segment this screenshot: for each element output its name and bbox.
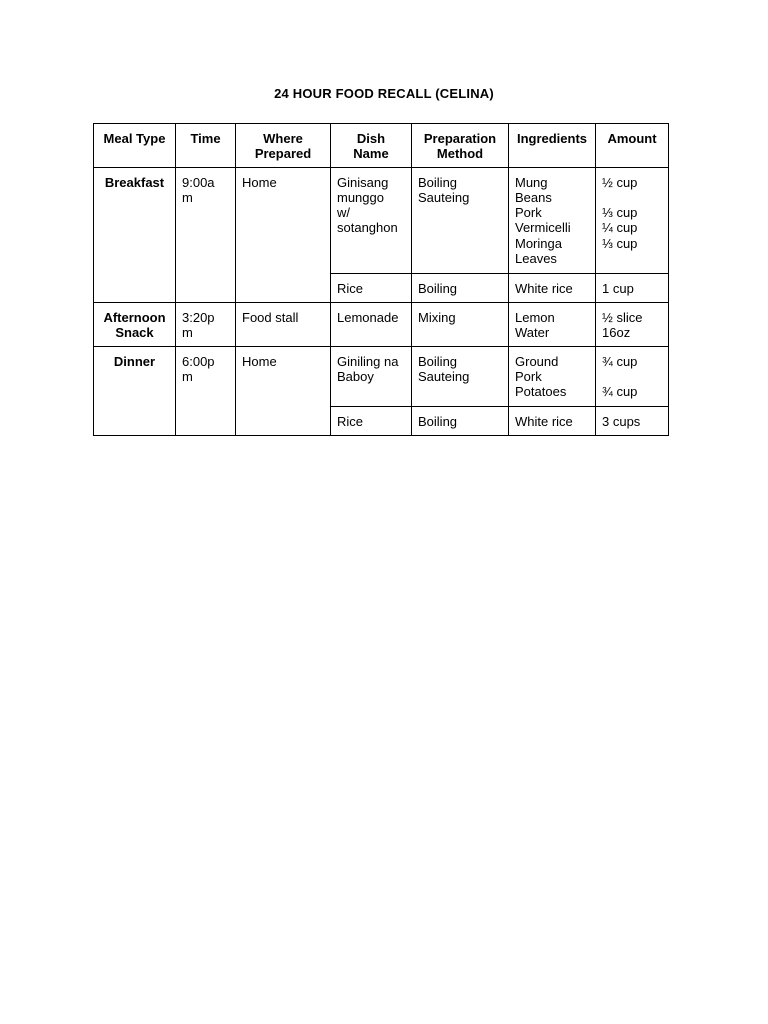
header-preparation-method: Preparation Method xyxy=(412,124,509,168)
amount-cell: ¾ cup ¾ cup xyxy=(596,346,669,406)
header-time: Time xyxy=(176,124,236,168)
dish-name-cell: Giniling na Baboy xyxy=(331,346,412,406)
header-dish-name: Dish Name xyxy=(331,124,412,168)
ingredients-cell: White rice xyxy=(509,273,596,302)
header-amount: Amount xyxy=(596,124,669,168)
time-cell: 6:00p m xyxy=(176,346,236,435)
meal-type-cell: Breakfast xyxy=(94,167,176,302)
preparation-method-cell: Boiling xyxy=(412,273,509,302)
amount-cell: 1 cup xyxy=(596,273,669,302)
dish-name-cell: Rice xyxy=(331,406,412,435)
preparation-method-cell: Boiling Sauteing xyxy=(412,346,509,406)
header-meal-type: Meal Type xyxy=(94,124,176,168)
where-prepared-cell: Home xyxy=(236,346,331,435)
table-row xyxy=(94,167,669,273)
table-row xyxy=(94,302,669,346)
time-cell: 3:20p m xyxy=(176,302,236,346)
time-cell: 9:00a m xyxy=(176,167,236,302)
dish-name-cell: Lemonade xyxy=(331,302,412,346)
preparation-method-cell: Mixing xyxy=(412,302,509,346)
where-prepared-cell: Home xyxy=(236,167,331,302)
ingredients-cell: Ground Pork Potatoes xyxy=(509,346,596,406)
preparation-method-cell: Boiling Sauteing xyxy=(412,167,509,273)
amount-cell: ½ cup ⅓ cup ¼ cup ⅓ cup xyxy=(596,167,669,273)
table-header-row xyxy=(94,124,669,168)
preparation-method-cell: Boiling xyxy=(412,406,509,435)
amount-cell: 3 cups xyxy=(596,406,669,435)
dish-name-cell: Ginisang munggo w/ sotanghon xyxy=(331,167,412,273)
meal-type-cell: Dinner xyxy=(94,346,176,435)
ingredients-cell: Lemon Water xyxy=(509,302,596,346)
table-row xyxy=(94,346,669,406)
ingredients-cell: Mung Beans Pork Vermicelli Moringa Leaves xyxy=(509,167,596,273)
dish-name-cell: Rice xyxy=(331,273,412,302)
where-prepared-cell: Food stall xyxy=(236,302,331,346)
header-ingredients: Ingredients xyxy=(509,124,596,168)
header-where-prepared: Where Prepared xyxy=(236,124,331,168)
document-title: 24 HOUR FOOD RECALL (CELINA) xyxy=(274,86,494,101)
food-recall-table xyxy=(93,123,669,436)
amount-cell: ½ slice 16oz xyxy=(596,302,669,346)
ingredients-cell: White rice xyxy=(509,406,596,435)
meal-type-cell: Afternoon Snack xyxy=(94,302,176,346)
